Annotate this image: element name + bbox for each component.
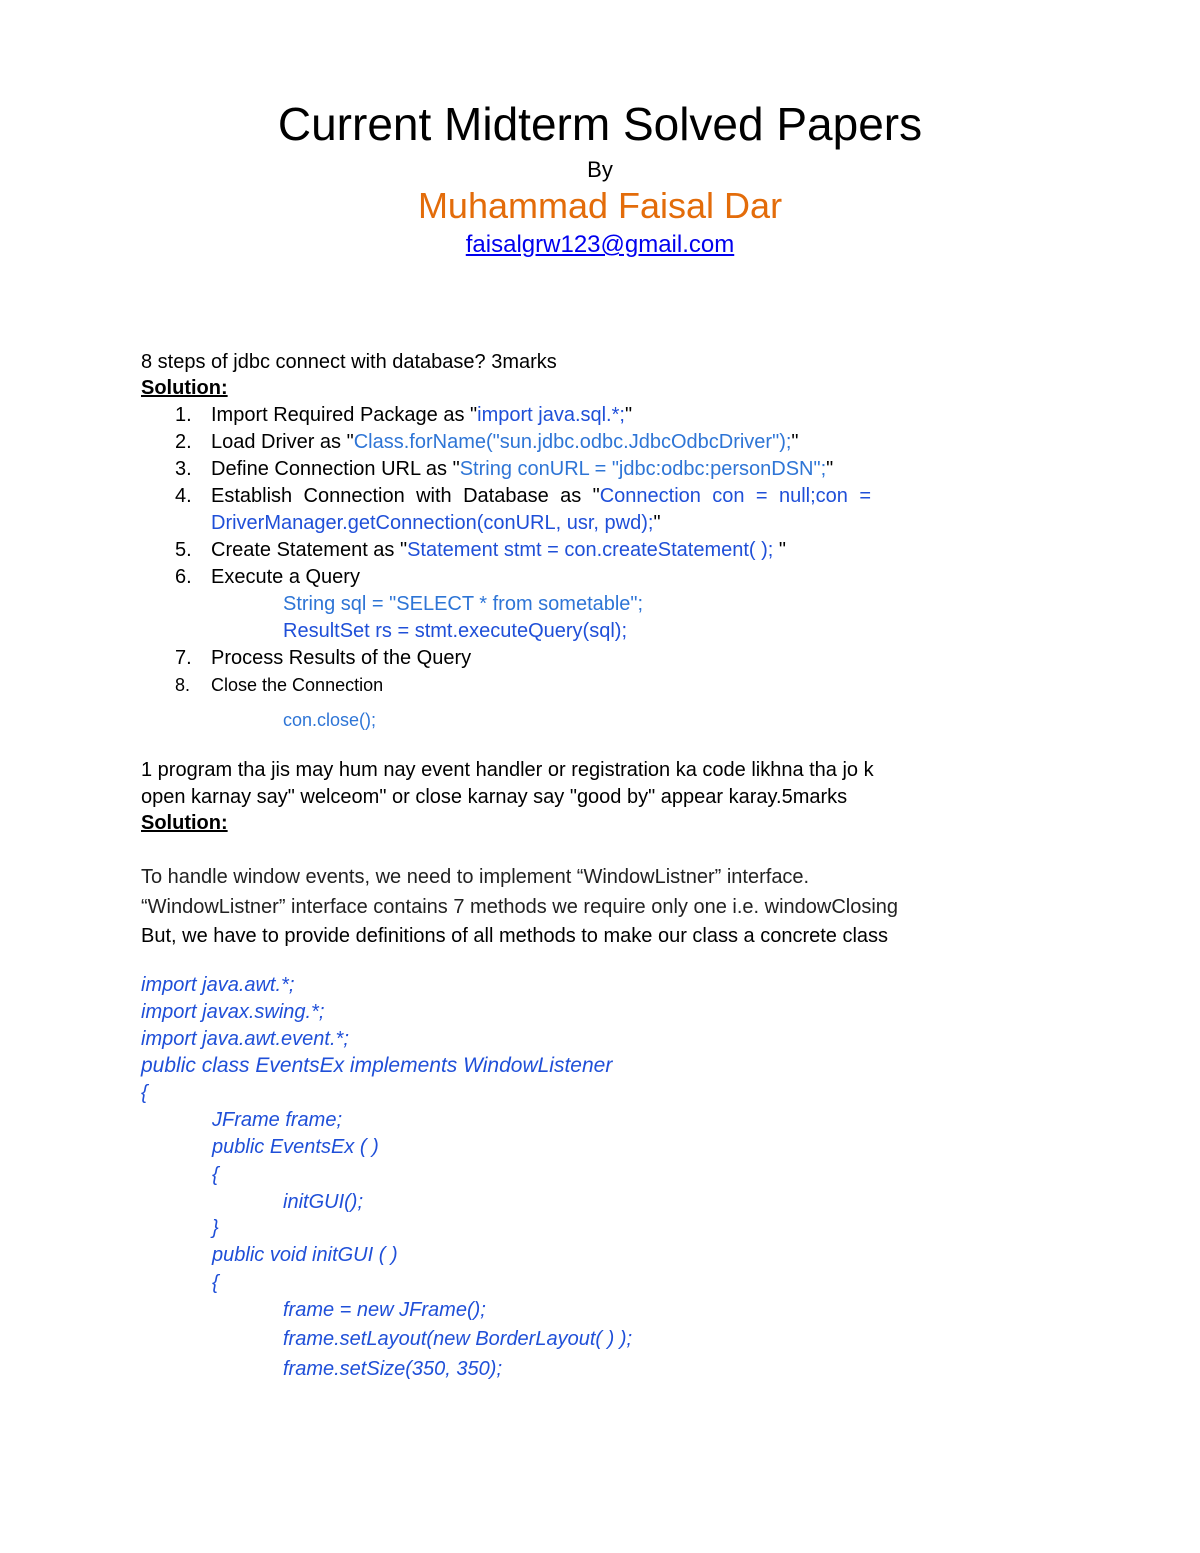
code-line: {	[141, 1082, 148, 1104]
explanation-paragraph-1: To handle window events, we need to implement “WindowListner” interface.	[141, 866, 810, 888]
step-6: 6. Execute a Query String sql = "SELECT * from sometable"; ResultSet rs = stmt.executeQuery(sql);	[141, 564, 1041, 645]
step-8: 8. Close the Connection con.close();	[141, 672, 1041, 734]
question-1: 8 steps of jdbc connect with database? 3marks	[141, 351, 557, 373]
question-2-line-1: 1 program tha jis may hum nay event handler or registration ka code likhna tha jo k	[141, 759, 874, 781]
author-email-link[interactable]: faisalgrw123@gmail.com	[465, 231, 735, 258]
step-4: 4. Establish Connection with Database as "Connection con = null;con = DriverManager.getConnection(conURL, usr, pwd);"	[175, 485, 871, 534]
question-2-line-2: open karnay say" welceom" or close karnay say "good by" appear karay.5marks	[141, 786, 848, 808]
code-line: }	[212, 1217, 219, 1239]
byline: By	[587, 157, 613, 182]
code-line: {	[212, 1164, 219, 1186]
author-name: Muhammad Faisal Dar	[417, 185, 783, 226]
code-line: import java.awt.*;	[141, 974, 295, 996]
code-line: JFrame frame;	[212, 1109, 343, 1131]
step-code: String sql = "SELECT * from sometable";	[283, 593, 644, 615]
jdbc-steps-list	[141, 402, 1041, 734]
code-line: import java.awt.event.*;	[141, 1028, 349, 1050]
step-1: 1. Import Required Package as "import java.sql.*;"	[175, 404, 633, 426]
solution-label-2: Solution:	[141, 812, 228, 834]
page-title: Current Midterm Solved Papers	[277, 98, 923, 150]
explanation-paragraph-2: “WindowListner” interface contains 7 methods we require only one i.e. windowClosing	[141, 896, 899, 918]
code-line: initGUI();	[283, 1191, 363, 1213]
step-code: con.close();	[283, 710, 377, 730]
solution-label-1: Solution:	[141, 377, 228, 399]
code-line: frame = new JFrame();	[283, 1299, 486, 1321]
step-code: import java.sql.*;	[477, 404, 625, 426]
code-line: public class EventsEx implements WindowListener	[141, 1054, 613, 1077]
step-3: 3. Define Connection URL as "String conURL = "jdbc:odbc:personDSN";"	[175, 458, 834, 480]
code-line: frame.setSize(350, 350);	[283, 1358, 502, 1380]
step-code: Class.forName("sun.jdbc.odbc.JdbcOdbcDriver");	[353, 431, 792, 453]
step-5: 5. Create Statement as "Statement stmt = con.createStatement( ); "	[175, 539, 787, 561]
code-line: public void initGUI ( )	[212, 1244, 398, 1266]
code-line: frame.setLayout(new BorderLayout( ) );	[283, 1328, 633, 1350]
code-line: import javax.swing.*;	[141, 1001, 325, 1023]
explanation-paragraph-3: But, we have to provide definitions of all methods to make our class a concrete class	[141, 925, 889, 947]
step-7: 7. Process Results of the Query	[175, 647, 472, 669]
code-line: {	[212, 1272, 219, 1294]
step-code: String conURL = "jdbc:odbc:personDSN";	[459, 458, 827, 480]
step-code: Connection con = null;con = DriverManager.getConnection(conURL, usr, pwd);	[211, 485, 871, 534]
code-line: public EventsEx ( )	[212, 1136, 379, 1158]
step-code: ResultSet rs = stmt.executeQuery(sql);	[283, 620, 628, 642]
step-2: 2. Load Driver as "Class.forName("sun.jdbc.odbc.JdbcOdbcDriver");"	[175, 431, 799, 453]
step-code: Statement stmt = con.createStatement( );	[407, 539, 774, 561]
